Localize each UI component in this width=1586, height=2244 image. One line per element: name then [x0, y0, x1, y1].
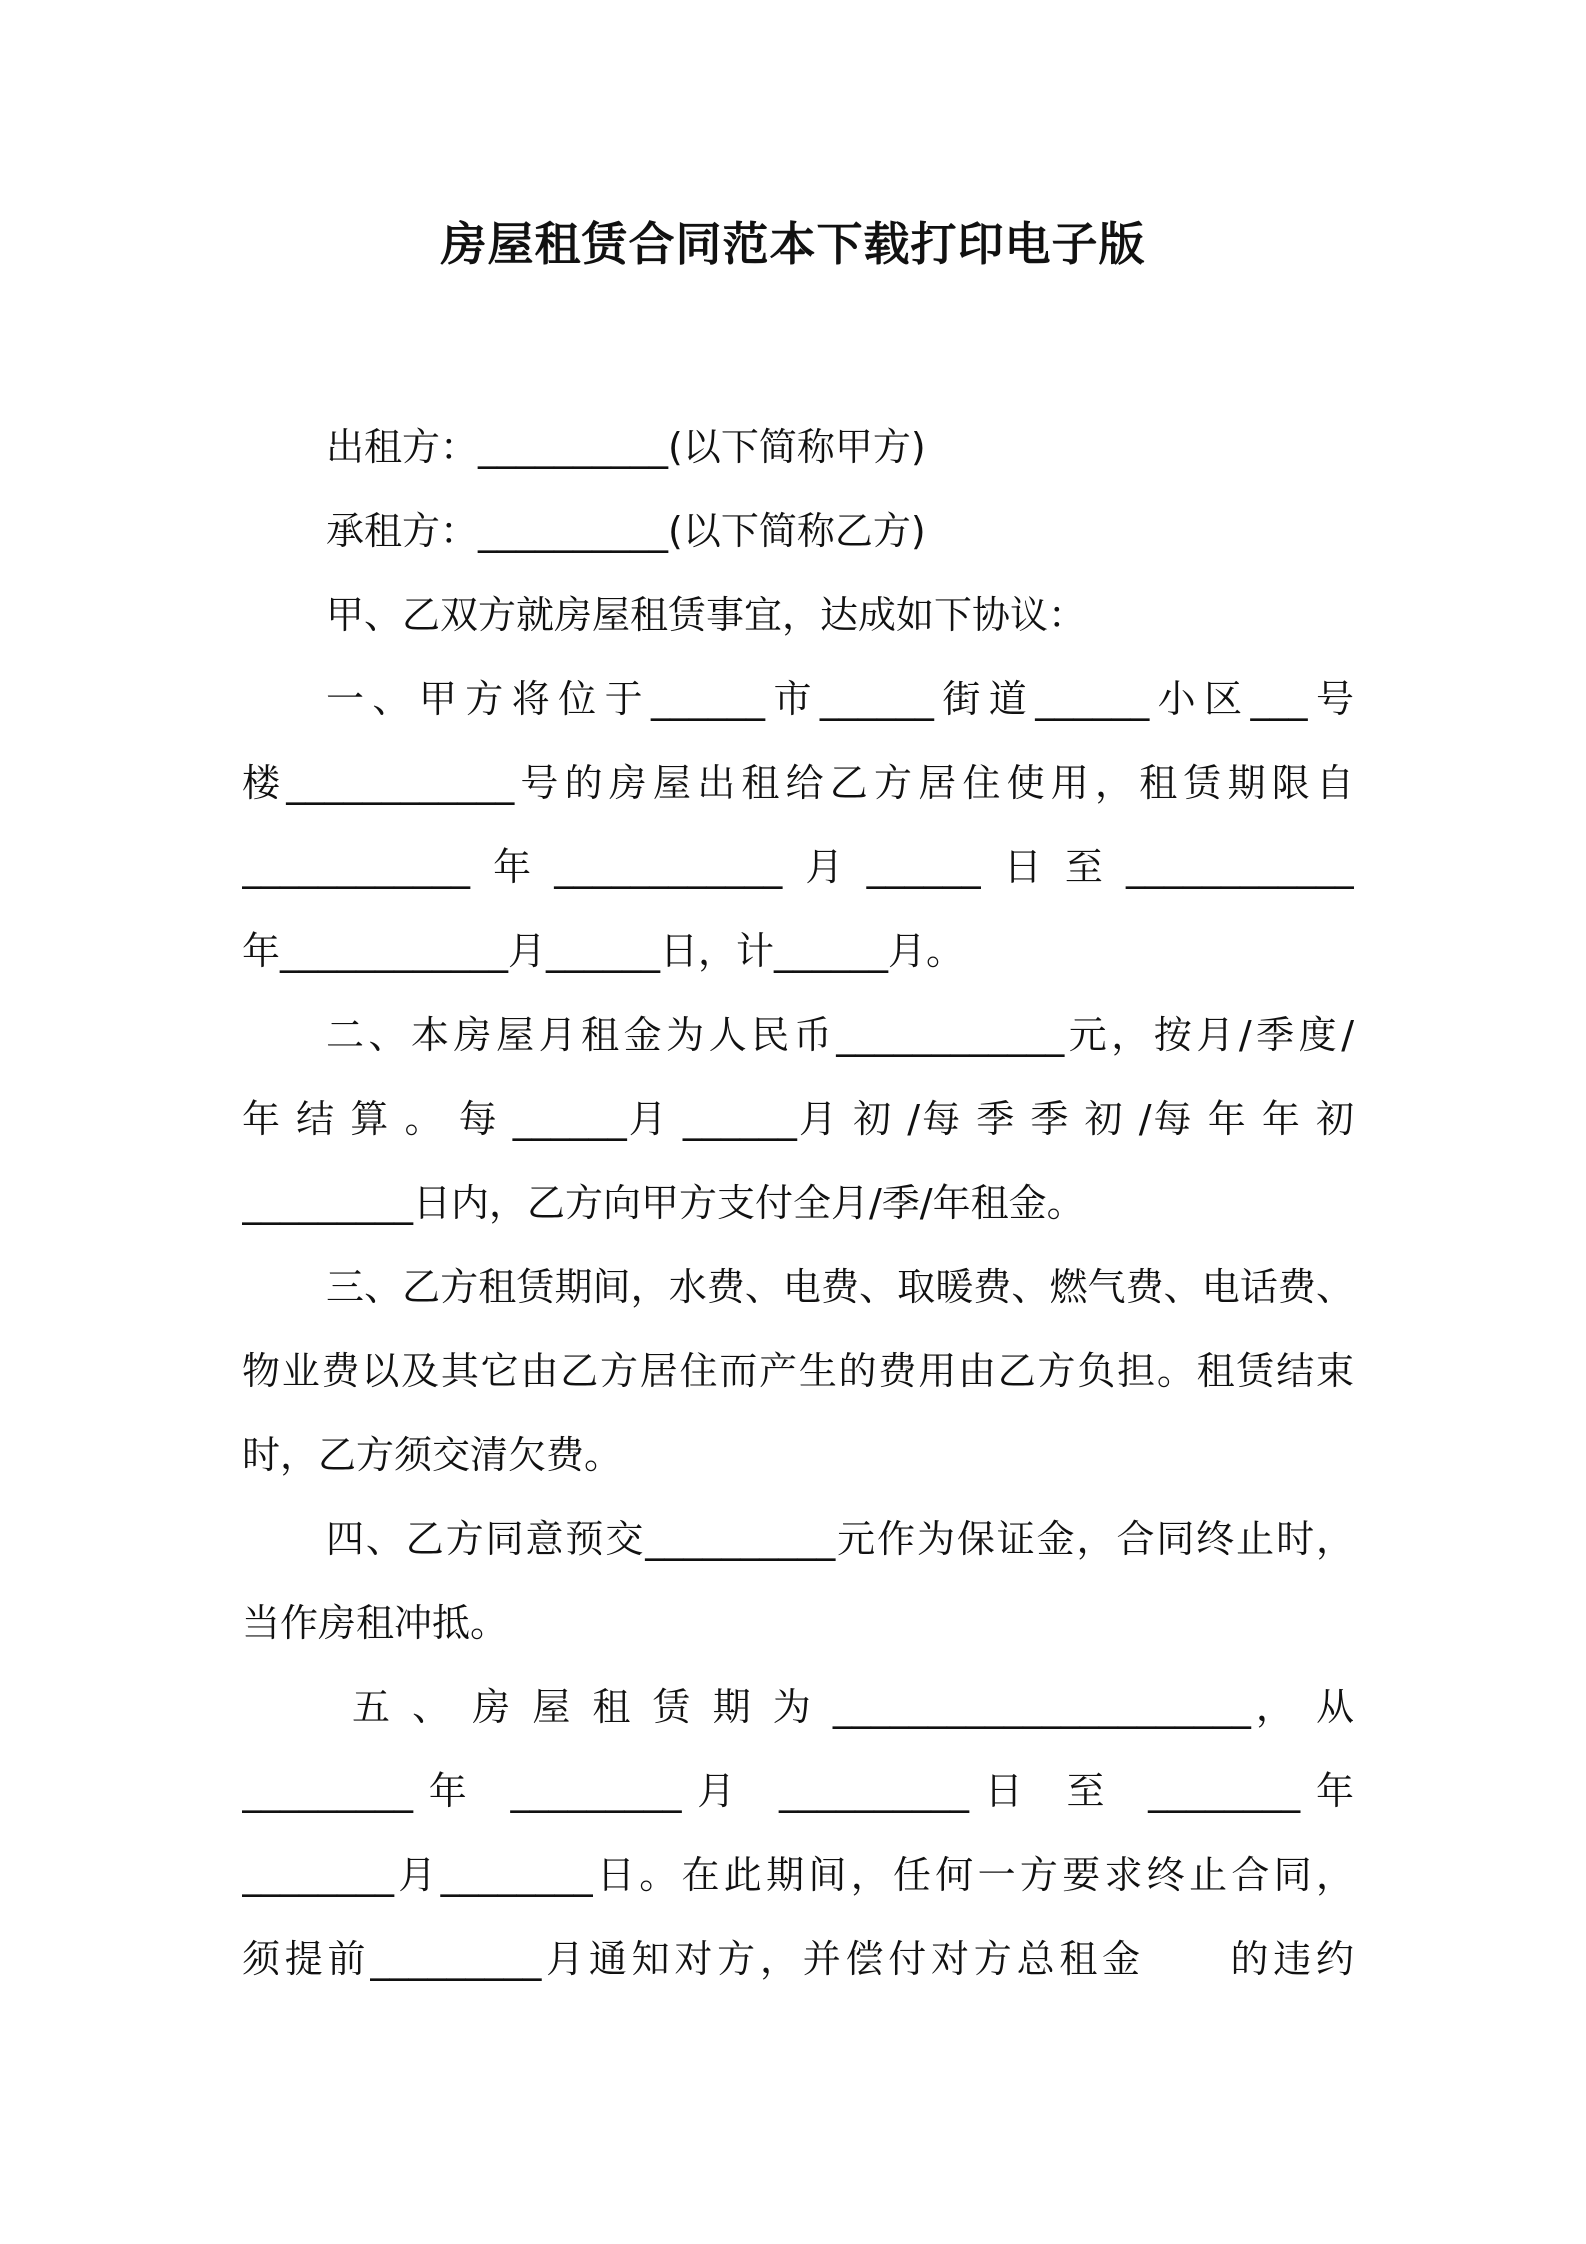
lessee-line: 承租方：__________(以下简称乙方): [326, 509, 926, 553]
clause-5-line-4: 须提前_________月通知对方，并偿付对方总租金 的违约: [242, 1937, 1354, 1981]
clause-2-line-1: 二、本房屋月租金为人民币____________元，按月/季度/: [326, 1013, 1354, 1057]
clause-5-line-2: _________年 _________月 __________日 至 ________年: [242, 1769, 1354, 1813]
document-body: [242, 405, 1354, 2001]
lessor-line: 出租方：__________(以下简称甲方): [326, 425, 926, 469]
clause-3-line-1: 三、乙方租赁期间，水费、电费、取暖费、燃气费、电话费、: [326, 1265, 1354, 1309]
clause-4-line-1: 四、乙方同意预交__________元作为保证金，合同终止时，: [326, 1517, 1354, 1561]
clause-1-line-2: 楼____________号的房屋出租给乙方居住使用，租赁期限自: [242, 761, 1354, 805]
clause-5-line-3: ________月________日。在此期间，任何一方要求终止合同，: [242, 1853, 1354, 1897]
clause-4-line-2: 当作房租冲抵。: [242, 1601, 509, 1645]
clause-1-line-4: 年____________月______日，计______月。: [242, 929, 965, 973]
clause-3-line-3: 时，乙方须交清欠费。: [242, 1433, 623, 1477]
clause-1-line-3: ____________年____________月______日至____________: [242, 845, 1354, 889]
clause-3-line-2: 物业费以及其它由乙方居住而产生的费用由乙方负担。租赁结束: [242, 1349, 1354, 1393]
clause-2-line-2: 年 结 算 。 每 ______月 ______月 初 /每 季 季 初 /每 年 年 初: [242, 1097, 1354, 1141]
clause-1-line-1: 一、甲方将位于______市______街道______小区___号: [326, 677, 1354, 721]
document-title: 房屋租赁合同范本下载打印电子版: [440, 217, 1146, 271]
clause-2-line-3: _________日内，乙方向甲方支付全月/季/年租金。: [242, 1181, 1085, 1225]
clause-5-line-1: 五 、 房 屋 租 赁 期 为 ______________________， 从: [352, 1685, 1354, 1729]
agreement-intro: 甲、乙双方就房屋租赁事宜，达成如下协议：: [326, 593, 1087, 637]
